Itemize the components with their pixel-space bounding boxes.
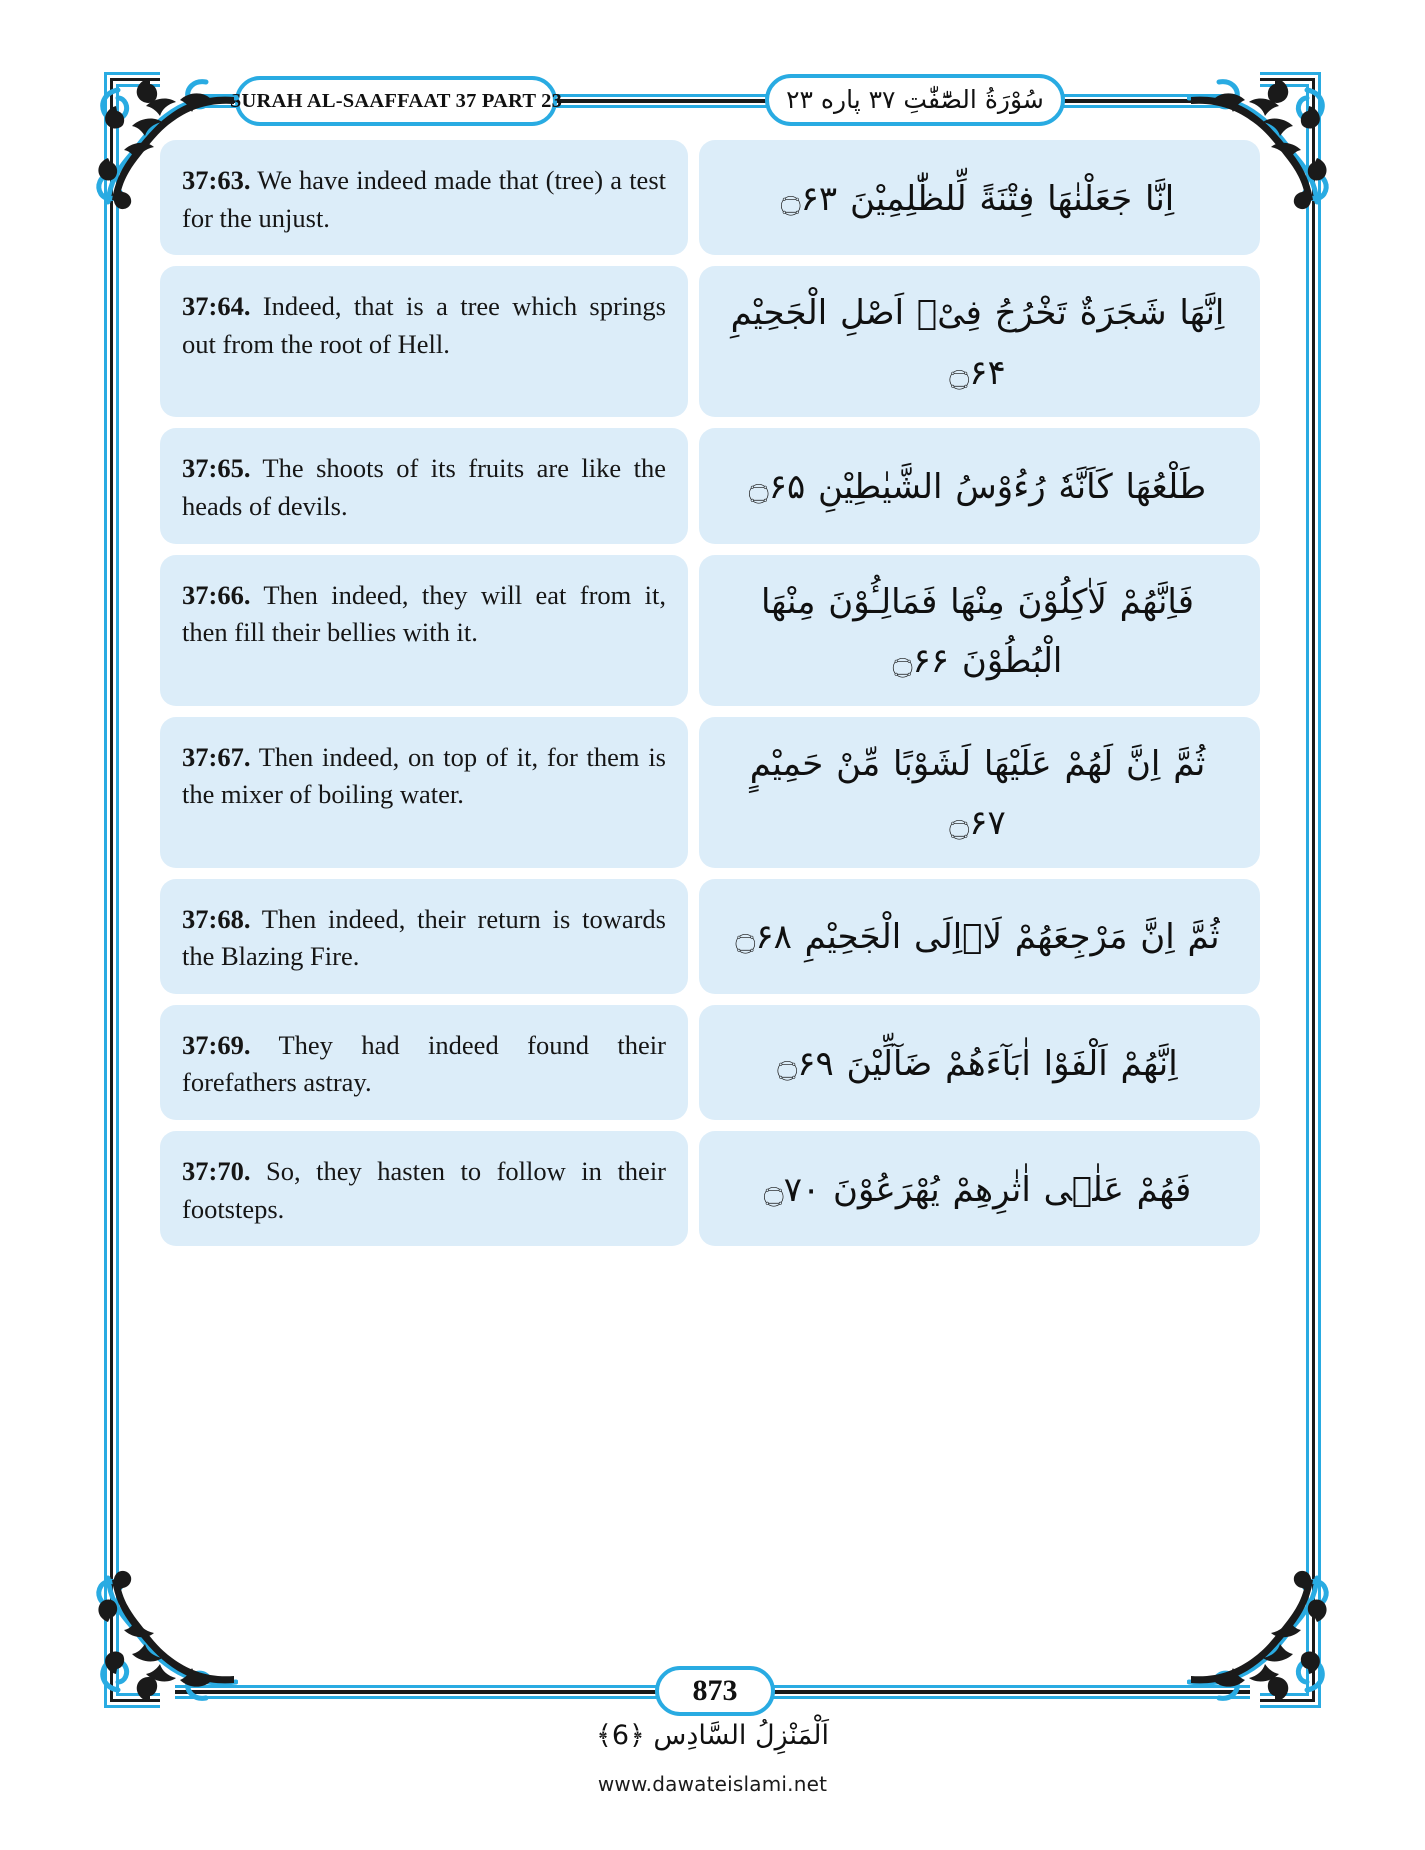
verse-card-english [160, 1131, 688, 1246]
verse-translation-68: Then indeed, their return is towards the Blazing Fire. [182, 903, 666, 972]
verse-card-arabic [699, 879, 1260, 994]
verse-row [160, 1005, 1260, 1120]
verse-card-arabic [699, 428, 1260, 543]
verse-card-english [160, 555, 688, 706]
verse-card-english [160, 717, 688, 868]
page-number-pill [655, 1666, 775, 1716]
corner-ornament-bottom-right [1187, 1568, 1337, 1718]
verse-translation-70: So, they hasten to follow in their footsteps. [182, 1156, 667, 1224]
verse-row [160, 1131, 1260, 1246]
verse-card-arabic [699, 140, 1260, 255]
verse-english-text-68 [182, 901, 666, 976]
surah-title-pill-arabic [765, 74, 1065, 126]
manzil-label: اَلْمَنْزِلُ السَّادِس ﴿6﴾ [595, 1720, 830, 1751]
verse-row [160, 717, 1260, 868]
verse-card-arabic [699, 555, 1260, 706]
corner-ornament-top-right [1187, 62, 1337, 212]
verse-translation-69: They had indeed found their forefathers astray. [182, 1029, 666, 1098]
verse-row [160, 140, 1260, 255]
verse-arabic-text-64: اِنَّهَا شَجَرَةٌ تَخْرُجُ فِیْۤ اَصْلِ الْجَحِیْمِ ۝۶۴ [730, 293, 1225, 393]
surah-title-arabic: سُوْرَةُ الصّٰٓفّٰتِ ٣٧ پاره ٢٣ [786, 84, 1044, 114]
verse-translation-67: Then indeed, on top of it, for them is the mixer of boiling water. [182, 741, 666, 810]
verse-card-arabic [699, 266, 1260, 417]
verse-card-arabic [699, 717, 1260, 868]
verse-english-text-70 [182, 1153, 666, 1228]
verse-row [160, 428, 1260, 543]
corner-ornament-top-left [88, 62, 238, 212]
verse-card-arabic [699, 1131, 1260, 1246]
verse-english-text-63 [182, 162, 666, 237]
verse-number-67: 37:67. [182, 741, 251, 772]
verse-row [160, 266, 1260, 417]
corner-ornament-bottom-left [88, 1568, 238, 1718]
verse-arabic-text-68: ثُمَّ اِنَّ مَرْجِعَهُمْ لَا۟اِلَى الْجَحِیْمِ ۝۶۸ [735, 917, 1220, 958]
verse-arabic-text-67: ثُمَّ اِنَّ لَهُمْ عَلَیْهَا لَشَوْبًا مِّنْ حَمِیْمٍ ۝۶۷ [749, 743, 1206, 843]
verse-number-64: 37:64. [182, 291, 251, 322]
verse-row [160, 555, 1260, 706]
verse-card-english [160, 266, 688, 417]
page-number: 873 [692, 1674, 738, 1707]
verse-arabic-text-69: اِنَّهُمْ اَلْفَوْا اٰبَآءَهُمْ ضَآلِّیْنَ ۝۶۹ [777, 1043, 1178, 1084]
verse-number-66: 37:66. [182, 579, 251, 610]
verse-arabic-text-65: طَلْعُهَا كَاَنَّهٗ رُءُوْسُ الشَّیٰطِیْنِ ۝۶۵ [748, 467, 1207, 508]
surah-title-english: SURAH AL-SAAFFAAT 37 PART 23 [229, 89, 563, 112]
verse-card-english [160, 1005, 688, 1120]
verse-card-english [160, 140, 688, 255]
verse-number-69: 37:69. [182, 1029, 251, 1060]
verse-english-text-64 [182, 288, 666, 363]
verse-card-english [160, 879, 688, 994]
verse-translation-66: Then indeed, they will eat from it, then fill their bellies with it. [182, 579, 667, 648]
surah-title-pill-english [229, 76, 563, 126]
verse-card-arabic [699, 1005, 1260, 1120]
verse-translation-63: We have indeed made that (tree) a test for the unjust. [182, 165, 666, 233]
verse-english-text-65 [182, 450, 666, 525]
verse-english-text-69 [182, 1027, 666, 1102]
verse-arabic-text-70: فَهُمْ عَلٰۤى اٰثٰرِهِمْ یُهْرَعُوْنَ ۝۷۰ [763, 1169, 1192, 1210]
verse-translation-65: The shoots of its fruits are like the heads of devils. [182, 453, 666, 521]
website-url: www.dawateislami.net [597, 1772, 828, 1796]
verse-row [160, 879, 1260, 994]
verse-list [160, 140, 1260, 1257]
verse-english-text-66 [182, 577, 666, 652]
verse-number-65: 37:65. [182, 453, 251, 484]
verse-arabic-text-66: فَاِنَّهُمْ لَاٰكِلُوْنَ مِنْهَا فَمَالِـُٔوْنَ مِنْهَا الْبُطُوْنَ ۝۶۶ [760, 581, 1195, 681]
verse-number-63: 37:63. [182, 165, 251, 195]
verse-english-text-67 [182, 739, 666, 814]
verse-card-english [160, 428, 688, 543]
verse-arabic-text-63: اِنَّا جَعَلْنٰهَا فِتْنَةً لِّلظّٰلِمِیْنَ ۝۶۳ [780, 178, 1175, 219]
verse-number-68: 37:68. [182, 903, 251, 934]
verse-translation-64: Indeed, that is a tree which springs out from the root of Hell. [182, 291, 666, 359]
verse-number-70: 37:70. [182, 1156, 251, 1186]
